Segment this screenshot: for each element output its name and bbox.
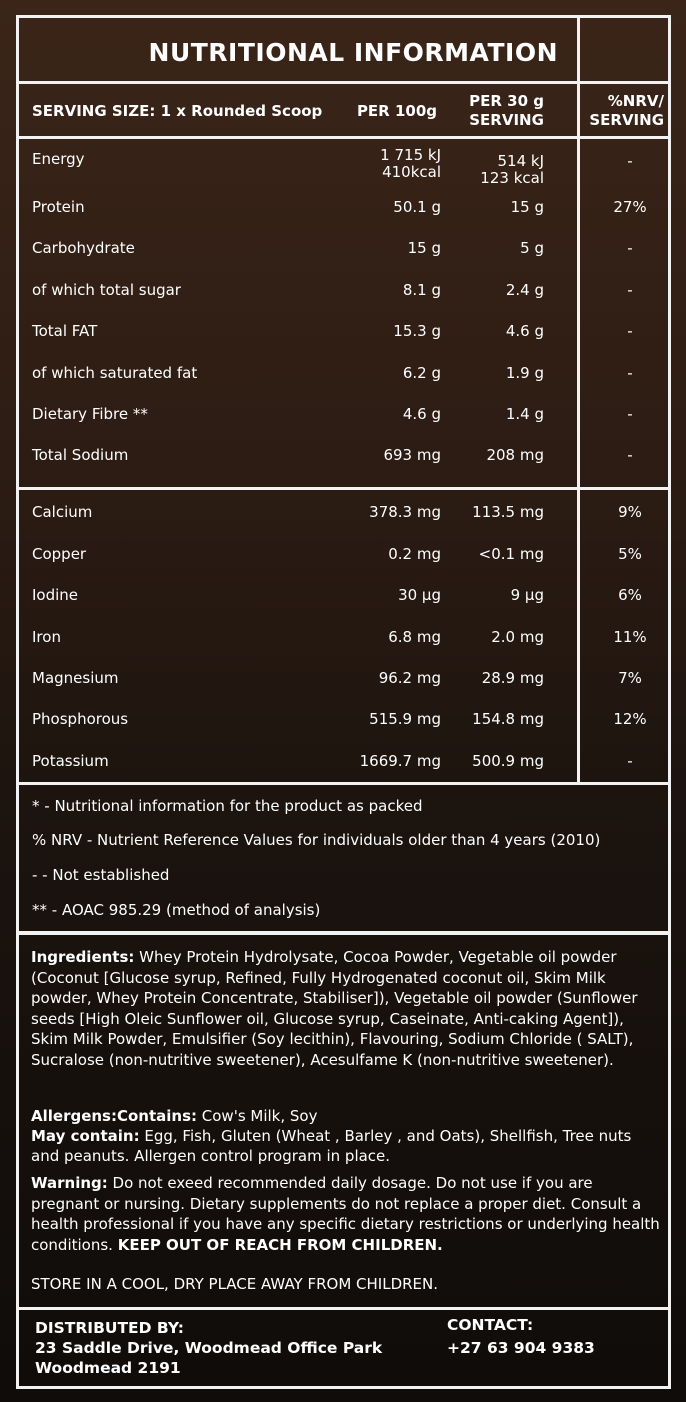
warning-text: [31, 1173, 661, 1255]
footnote: - - Not established: [32, 866, 170, 884]
nutrient-label: Energy: [32, 150, 85, 168]
footnote: % NRV - Nutrient Reference Values for individuals older than 4 years (2010): [32, 831, 601, 849]
nutrient-row: [0, 281, 686, 321]
serving-size-header: SERVING SIZE: 1 x Rounded Scoop: [32, 102, 323, 120]
storage-text: STORE IN A COOL, DRY PLACE AWAY FROM CHILDREN.: [31, 1275, 439, 1293]
nutrient-label: Phosphorous: [32, 710, 129, 728]
per-serving-header: [469, 92, 544, 130]
per-100g-value: 6.2 g: [402, 364, 441, 382]
nrv-value: 7%: [618, 669, 642, 687]
nrv-value: -: [627, 364, 633, 382]
nutrient-row: [0, 710, 686, 750]
per-100g-value: 50.1 g: [393, 198, 441, 216]
page-title: NUTRITIONAL INFORMATION: [148, 38, 558, 67]
nutrient-row: [0, 146, 686, 190]
may-contain-label: May contain:: [31, 1127, 140, 1145]
distributor-address-2: Woodmead 2191: [35, 1359, 181, 1377]
per-serving-value: 28.9 mg: [481, 669, 544, 687]
nutrient-label: Iron: [32, 628, 61, 646]
nutrient-label: Dietary Fibre **: [32, 405, 148, 423]
nrv-value: 5%: [618, 545, 642, 563]
nutrient-label: Carbohydrate: [32, 239, 135, 257]
per-100g-value: 1 715 kJ: [380, 146, 441, 164]
per-serving-line1: PER 30 g: [469, 92, 544, 110]
per-100g-value: 693 mg: [383, 446, 441, 464]
divider: [16, 487, 671, 490]
nutrient-row: [0, 545, 686, 585]
may-contain-text: Egg, Fish, Gluten (Wheat , Barley , and Oats), Shellfish, Tree nuts and peanuts. Allergen control program in place.: [31, 1127, 632, 1165]
nrv-value: -: [627, 752, 633, 770]
nutrient-label: Magnesium: [32, 669, 119, 687]
per-serving-value: 1.4 g: [505, 405, 544, 423]
nutrient-row: [0, 752, 686, 792]
per-100g-value: 15 g: [407, 239, 441, 257]
nutrient-label: of which saturated fat: [32, 364, 198, 382]
per-serving-value: 4.6 g: [505, 322, 544, 340]
per-serving-value: <0.1 mg: [478, 545, 544, 563]
nutrient-row: [0, 239, 686, 279]
per-100g-value: 8.1 g: [402, 281, 441, 299]
per-serving-value: 2.0 mg: [491, 628, 544, 646]
per-100g-value: 6.8 mg: [388, 628, 441, 646]
per-serving-value: 113.5 mg: [472, 503, 544, 521]
nrv-value: -: [627, 152, 633, 170]
nutrient-label: Potassium: [32, 752, 109, 770]
nrv-value: 9%: [618, 503, 642, 521]
nrv-value: 27%: [613, 198, 647, 216]
per-serving-value: 500.9 mg: [472, 752, 544, 770]
footnote: ** - AOAC 985.29 (method of analysis): [32, 901, 321, 919]
nutrient-row: [0, 322, 686, 362]
nutrient-label: Total FAT: [32, 322, 98, 340]
warning-label: Warning:: [31, 1174, 108, 1192]
nutrient-label: Protein: [32, 198, 85, 216]
nutrient-row: [0, 669, 686, 709]
nrv-value: -: [627, 446, 633, 464]
nrv-header: [589, 92, 664, 130]
per-100g-header: PER 100g: [356, 102, 437, 120]
nrv-value: -: [627, 281, 633, 299]
nrv-line1: %NRV/: [607, 92, 664, 110]
allergens-contains: Cow's Milk, Soy: [197, 1107, 318, 1125]
distributor-address-1: 23 Saddle Drive, Woodmead Office Park: [35, 1339, 383, 1357]
nrv-value: 12%: [613, 710, 647, 728]
per-serving-value: 1.9 g: [505, 364, 544, 382]
nutrient-label: Total Sodium: [32, 446, 129, 464]
nrv-value: -: [627, 322, 633, 340]
nutrient-row: [0, 446, 686, 486]
nutrient-label: of which total sugar: [32, 281, 181, 299]
warning-emphasis: KEEP OUT OF REACH FROM CHILDREN.: [117, 1235, 443, 1254]
per-100g-value-2: 410kcal: [382, 163, 441, 181]
nutrient-row: [0, 364, 686, 404]
per-100g-value: 4.6 g: [402, 405, 441, 423]
per-100g-value: 96.2 mg: [378, 669, 441, 687]
footnote: * - Nutritional information for the product as packed: [32, 797, 423, 815]
per-serving-value: 514 kJ: [497, 152, 544, 170]
contact-label: CONTACT:: [447, 1316, 534, 1334]
nrv-value: -: [627, 405, 633, 423]
ingredients-list: Whey Protein Hydrolysate, Cocoa Powder, Vegetable oil powder (Coconut [Glucose syrup, Refined, Fully Hydrogenated coconut oil, Skim Milk powder, Whey Protein Concentrate, Stabiliser]), Vegetable oil powder (Sunflower seeds [High Oleic Sunflower oil, Glucose syrup, Caseinate, Anti-caking Agent]), Skim Milk Powder, Emulsifier (Soy lecithin), Flavouring, Sodium Chloride ( SALT), Sucralose (non-nutritive sweetener), Acesulfame K (non-nutritive sweetener).: [31, 948, 638, 1069]
distributor-block: [35, 1318, 382, 1378]
per-serving-value: 2.4 g: [505, 281, 544, 299]
contact-block: [447, 1315, 595, 1358]
per-100g-value: 1669.7 mg: [359, 752, 441, 770]
nutrient-row: [0, 503, 686, 543]
nutrient-row: [0, 405, 686, 445]
warning-body: Do not exeed recommended daily dosage. Do not use if you are pregnant or nursing. Dietary supplements do not replace a proper diet. Consult a health professional if you have any specific dietary restrictions or underlying health conditions.: [31, 1174, 660, 1254]
ingredients-text: [31, 947, 661, 1070]
per-100g-value: 515.9 mg: [369, 710, 441, 728]
nrv-value: -: [627, 239, 633, 257]
distributor-label: DISTRIBUTED BY:: [35, 1319, 184, 1337]
per-serving-value: 208 mg: [486, 446, 544, 464]
divider: [16, 136, 671, 139]
nrv-line2: SERVING: [589, 111, 664, 129]
per-100g-value: 0.2 mg: [388, 545, 441, 563]
divider: [16, 81, 671, 84]
per-100g-value: 30 µg: [398, 586, 441, 604]
nutrient-label: Calcium: [32, 503, 93, 521]
nutrient-row: [0, 628, 686, 668]
ingredients-label: Ingredients:: [31, 948, 135, 966]
per-serving-value: 5 g: [520, 239, 544, 257]
per-serving-value: 9 µg: [510, 586, 544, 604]
nutrient-row: [0, 586, 686, 626]
per-serving-line2: SERVING: [469, 111, 544, 129]
nutrient-label: Copper: [32, 545, 87, 563]
per-100g-value: 378.3 mg: [369, 503, 441, 521]
nutrient-label: Iodine: [32, 586, 79, 604]
per-serving-value: 15 g: [510, 198, 544, 216]
contact-phone: +27 63 904 9383: [447, 1339, 595, 1357]
per-serving-value: 154.8 mg: [472, 710, 544, 728]
per-serving-value-2: 123 kcal: [480, 169, 544, 187]
nrv-value: 11%: [613, 628, 647, 646]
per-100g-value: 15.3 g: [393, 322, 441, 340]
allergens-label: Allergens:Contains:: [31, 1107, 198, 1125]
nrv-value: 6%: [618, 586, 642, 604]
allergens-text: [31, 1106, 661, 1166]
nutrient-row: [0, 198, 686, 238]
